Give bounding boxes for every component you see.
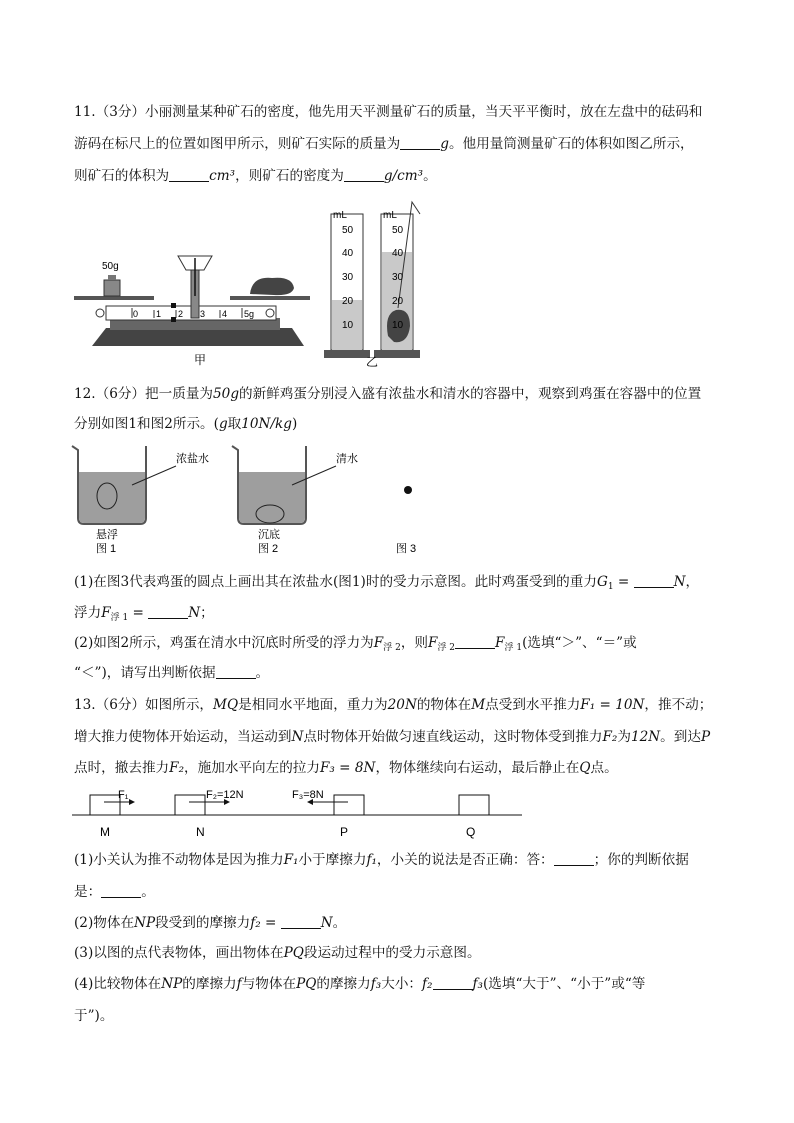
state-sink: 沉底 [258, 529, 280, 541]
cyl2-tick-40: 40 [392, 248, 404, 259]
weight-50g [104, 280, 120, 296]
egg-1 [97, 483, 117, 509]
q13-line-1: 13.（6分）如图所示，MQ是相同水平地面，重力为20N的物体在M点受到水平推力F₁ = 10N，推不动； [74, 697, 713, 713]
label-f3: F₃=8N [292, 789, 324, 801]
q13-compare-blank[interactable] [433, 975, 473, 990]
q13-friction-blank[interactable] [281, 914, 321, 929]
cyl2-unit: mL [383, 210, 397, 221]
q12-figure [70, 440, 450, 560]
q13-line-2: 增大推力使物体开始运动，当运动到N点时物体开始做匀速直线运动，这时物体受到推力F₂为12N。到达P [74, 729, 711, 745]
cyl2-tick-10: 10 [392, 320, 404, 331]
caption-fig1: 图 1 [96, 543, 117, 555]
point-q: Q [466, 825, 476, 839]
cyl1-tick-10: 10 [342, 320, 354, 331]
q13-line-3: 点时，撤去推力F₂，施加水平向左的拉力F₃ = 8N，物体继续向右运动，最后静止在Q点。 [74, 760, 618, 776]
weight-label: 50g [102, 261, 119, 272]
cylinder-2 [374, 202, 420, 358]
cyl1-tick-20: 20 [342, 296, 354, 307]
q12-part2-line2: “＜”)，请写出判断依据 。 [74, 665, 270, 681]
weight-knob [108, 275, 116, 280]
caption-yi: 乙 [366, 355, 379, 368]
box-q [459, 795, 489, 815]
cyl1-unit: mL [333, 210, 347, 221]
egg-2 [256, 505, 284, 523]
cyl1-tick-50: 50 [342, 225, 354, 236]
q13-part1-line2: 是： 。 [74, 884, 155, 900]
balance-base [92, 328, 304, 346]
left-pan [74, 296, 154, 300]
q13-part4-line1: (4)比较物体在NP的摩擦力f与物体在PQ的摩擦力f₃大小：f₂ f₃(选填“大于”、“小于”或“等 [74, 976, 646, 992]
point-p: P [340, 825, 349, 839]
scale-tick-5: 5g [244, 309, 255, 319]
q13-correct-blank[interactable] [554, 851, 594, 866]
q11-figure [70, 196, 430, 368]
state-suspend: 悬浮 [96, 529, 118, 541]
scale-tick-0: 0 [133, 309, 139, 319]
q12-part1-line1: (1)在图3代表鸡蛋的圆点上画出其在浓盐水(图1)时的受力示意图。此时鸡蛋受到的重力$G_1 = N$， [74, 574, 700, 592]
caption-fig3: 图 3 [396, 543, 417, 555]
rider-bottom [171, 317, 176, 322]
q12-part1-line2: 浮力$F_{浮 1} = N$； [74, 605, 214, 623]
cyl2-tick-30: 30 [392, 272, 404, 283]
scale-tick-3: 3 [200, 309, 206, 319]
caption-fig2: 图 2 [258, 543, 279, 555]
beaker-2 [232, 446, 358, 555]
egg-dot [404, 486, 412, 494]
scale-tick-1: 1 [156, 309, 162, 319]
q13-part3: (3)以图的点代表物体，画出物体在PQ段运动过程中的受力示意图。 [74, 945, 481, 961]
q13-part4-line2: 于”)。 [74, 1008, 114, 1024]
q12-part2-line1: (2)如图2所示，鸡蛋在清水中沉底时所受的浮力为$F_{浮 2}$，则$F_{浮 2}$ $F_{浮 1}$(选填“＞”、“＝”或 [74, 635, 637, 653]
box-n [175, 795, 205, 815]
cyl2-tick-50: 50 [392, 225, 404, 236]
q12-compare-blank[interactable] [455, 634, 495, 649]
cyl1-tick-40: 40 [342, 248, 354, 259]
box-p [334, 795, 364, 815]
point-n: N [196, 825, 205, 839]
q12-reason-blank[interactable] [216, 664, 256, 679]
q13-part1-line1: (1)小关认为推不动物体是因为推力F₁小于摩擦力f₁，小关的说法是否正确：答： ；你的判断依据 [74, 852, 689, 868]
caption-jia: 甲 [194, 353, 207, 367]
beaker-1 [72, 446, 209, 555]
scale-tick-2: 2 [178, 309, 184, 319]
q13-basis-blank[interactable] [101, 883, 141, 898]
box-m [90, 795, 120, 815]
label-f1: F₁ [118, 789, 129, 801]
cyl1-tick-30: 30 [342, 272, 354, 283]
scale-tick-4: 4 [222, 309, 228, 319]
label-salt-water: 浓盐水 [176, 453, 209, 465]
q13-part2: (2)物体在NP段受到的摩擦力f₂ = N。 [74, 915, 347, 931]
q12-gravity-blank[interactable] [634, 573, 674, 588]
q12-line-2: 分别如图1和图2所示。(g取10N/kg) [74, 416, 298, 432]
q11-line-3: 则矿石的体积为 cm³，则矿石的密度为 g/cm³。 [74, 168, 437, 184]
q12-buoyancy-blank[interactable] [148, 604, 188, 619]
label-clear-water: 清水 [336, 453, 358, 465]
q12-line-1: 12.（6分）把一质量为50g的新鲜鸡蛋分别浸入盛有浓盐水和清水的容器中，观察到鸡蛋在容器中的位置 [74, 386, 702, 402]
q13-figure [70, 784, 530, 842]
q11-mass-blank[interactable] [400, 135, 440, 150]
q11-volume-blank[interactable] [169, 167, 209, 182]
label-f2: F₂=12N [206, 789, 244, 801]
q11-density-blank[interactable] [344, 167, 384, 182]
cylinder-1 [324, 210, 370, 358]
cyl2-tick-20: 20 [392, 296, 404, 307]
point-m: M [100, 825, 110, 839]
rider [171, 303, 176, 308]
q11-line-2: 游码在标尺上的位置如图甲所示，则矿石实际的质量为 g。他用量筒测量矿石的体积如图乙所示， [74, 136, 694, 152]
right-pan [230, 296, 310, 300]
rock [250, 278, 294, 295]
q11-line-1: 11.（3分）小丽测量某种矿石的密度，他先用天平测量矿石的质量，当天平平衡时，放在左盘中的砝码和 [74, 104, 703, 120]
